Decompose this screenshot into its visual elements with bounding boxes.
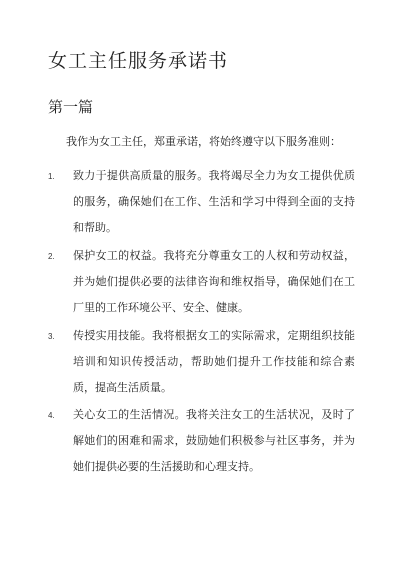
document-title: 女工主任服务承诺书 xyxy=(48,50,229,72)
list-item-text: 保护女工的权益。我将充分尊重女工的人权和劳动权益，并为她们提供必要的法律咨询和维权指导，确保她们在工厂里的工作环境公平、安全、健康。 xyxy=(73,249,355,314)
intro-paragraph: 我作为女工主任，郑重承诺，将始终遵守以下服务准则： xyxy=(66,135,341,148)
list-item-text: 传授实用技能。我将根据女工的实际需求，定期组织技能培训和知识传授活动，帮助她们提升工作技能和综合素质，提高生活质量。 xyxy=(73,329,355,394)
list-item-number: 2. xyxy=(48,252,55,261)
list-item-text: 关心女工的生活情况。我将关注女工的生活状况，及时了解她们的困难和需求，鼓励她们积极参与社区事务，并为她们提供必要的生活援助和心理支持。 xyxy=(73,408,355,473)
list-item-text: 致力于提供高质量的服务。我将竭尽全力为女工提供优质的服务，确保她们在工作、生活和学习中得到全面的支持和帮助。 xyxy=(73,169,355,234)
list-item-number: 1. xyxy=(48,172,55,181)
list-item-number: 3. xyxy=(48,332,55,341)
list-item-number: 4. xyxy=(48,411,55,420)
section-title: 第一篇 xyxy=(48,98,94,116)
